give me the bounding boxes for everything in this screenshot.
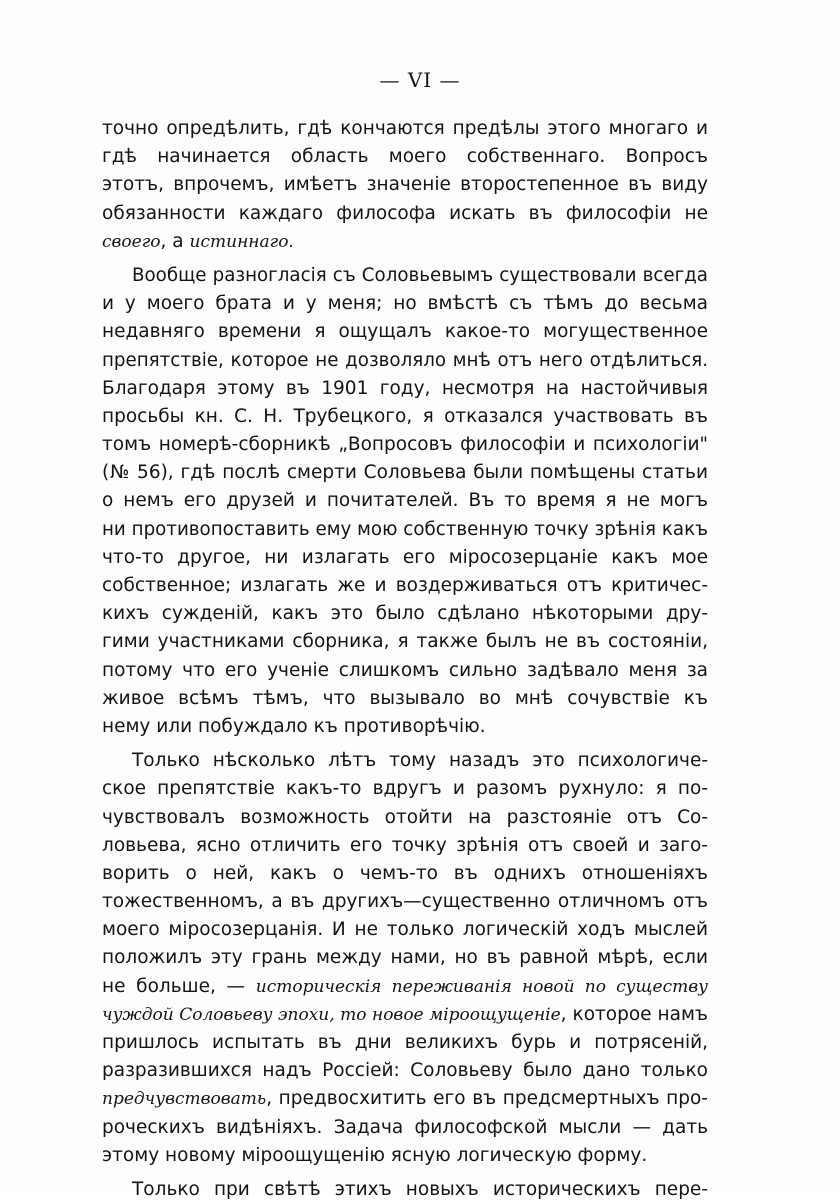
text-run: гими участниками сборника, я также былъ не въ состояніи, [102, 631, 708, 653]
text-line [102, 262, 708, 290]
text-run: о немъ его друзей и почитателей. Въ то время я не могъ [102, 490, 708, 512]
text-run: кихъ сужденій, какъ это было сдѣлано нѣкоторыми дру- [102, 603, 708, 625]
text-line [102, 544, 708, 572]
text-run: обязанности каждаго философа искать въ философіи не [102, 202, 708, 224]
text-line [102, 944, 708, 972]
paragraph [102, 262, 708, 741]
text-line [102, 1057, 708, 1085]
text-run: пришлось испытать въ дни великихъ бурь и потрясеній, [102, 1032, 708, 1053]
text-line [102, 487, 708, 515]
body-text [102, 115, 708, 1204]
text-run: гдѣ начинается область моего собственнаго. Вопросъ [102, 146, 708, 168]
text-run: (№ 56), гдѣ послѣ смерти Соловьева были помѣщены статьи [102, 462, 708, 484]
paragraph [102, 747, 708, 1170]
text-run: живое всѣмъ тѣмъ, что вызывало во мнѣ сочувствіе къ [102, 687, 708, 709]
text-line [102, 516, 708, 544]
text-line [102, 916, 708, 944]
text-line [102, 888, 708, 916]
text-run: тожественномъ, а въ другихъ—существенно отличномъ отъ [102, 891, 708, 913]
text-line [102, 1114, 708, 1142]
text-line [102, 973, 708, 1001]
text-run: точно опредѣлить, гдѣ кончаются предѣлы этого многаго и [102, 118, 708, 139]
text-line [102, 747, 708, 775]
text-line [102, 657, 708, 685]
text-run: Только при свѣтѣ этихъ новыхъ историческихъ пере- [132, 1178, 708, 1200]
text-line [102, 459, 708, 487]
text-line [102, 804, 708, 832]
emphasized-text: истиннаго. [189, 231, 294, 252]
text-line [102, 290, 708, 318]
text-run: потому что его ученіе слишкомъ сильно задѣвало меня за [102, 659, 708, 681]
text-run: этому новому міроощущенію ясную логическую форму. [102, 1144, 648, 1166]
text-line [102, 713, 708, 741]
text-run: томъ номерѣ-сборникѣ „Вопросовъ философіи и психологіи" [102, 434, 708, 456]
text-run: Благодаря этому въ 1901 году, несмотря на настойчивыя [102, 377, 708, 399]
emphasized-text: предчувствовать [102, 1089, 267, 1110]
text-run: чувствовалъ возможность отойти на разстояніе отъ Со- [102, 806, 708, 828]
text-line [102, 860, 708, 888]
text-line [102, 1142, 708, 1170]
text-run: Вообще разногласія съ Соловьевымъ существовали всегда [132, 264, 708, 286]
text-run: Только нѣсколько лѣтъ тому назадъ это психологиче- [132, 750, 708, 772]
text-run: , предвосхитить его въ предсмертныхъ про- [266, 1088, 708, 1110]
text-line [102, 1085, 708, 1113]
text-run: что-то другое, ни излагать его міросозерцаніе какъ мое [102, 546, 708, 568]
text-run: препятствіе, которое не дозволяло мнѣ отъ него отдѣлиться. [102, 349, 708, 371]
text-run: , а [160, 230, 190, 252]
text-run: недавняго времени я ощущалъ какое-то могущественное [102, 321, 708, 343]
text-line [102, 685, 708, 713]
emphasized-text: своего [102, 231, 161, 252]
text-line [102, 572, 708, 600]
emphasized-text: чуждой Соловьеву эпохи, то новое міроощущеніе [102, 1004, 561, 1025]
text-line [102, 1176, 708, 1204]
paragraph [102, 1176, 708, 1204]
text-line [102, 375, 708, 403]
text-line [102, 600, 708, 628]
text-line [102, 171, 708, 199]
text-line [102, 228, 708, 256]
text-line [102, 431, 708, 459]
text-line [102, 628, 708, 656]
text-run: ское препятствіе какъ-то вдругъ и разомъ рухнуло: я по- [102, 778, 708, 800]
text-run: роческихъ видѣніяхъ. Задача философской мысли — дать [102, 1116, 708, 1138]
text-run: нему или побуждало къ противорѣчію. [102, 715, 486, 737]
text-run: ни противопоставить ему мою собственную точку зрѣнія какъ [102, 518, 708, 540]
text-run: и у моего брата и у меня; но вмѣстѣ съ тѣмъ до весьма [102, 293, 708, 315]
text-line [102, 403, 708, 431]
text-line [102, 143, 708, 171]
emphasized-text: историческія переживанія новой по существу [255, 976, 709, 997]
text-run: ворить о ней, какъ о чемъ-то въ однихъ отношеніяхъ [102, 862, 708, 884]
text-line [102, 775, 708, 803]
text-run: , которое намъ [560, 1003, 708, 1025]
text-line [102, 318, 708, 346]
text-run: просьбы кн. С. Н. Трубецкого, я отказался участвовать въ [102, 405, 708, 427]
text-line [102, 1029, 708, 1057]
text-run: положилъ эту грань между нами, но въ равной мѣрѣ, если [102, 947, 708, 969]
page-number: — VI — [379, 68, 461, 92]
text-line [102, 200, 708, 228]
text-line [102, 832, 708, 860]
paragraph [102, 115, 708, 256]
text-line [102, 1001, 708, 1029]
text-run: этотъ, впрочемъ, имѣетъ значеніе второстепенное въ виду [102, 174, 708, 196]
text-run: ловьева, ясно отличить его точку зрѣнія отъ своей и заго- [102, 834, 708, 856]
text-line [102, 347, 708, 375]
text-run: разразившихся надъ Россіей: Соловьеву было дано только [102, 1060, 708, 1082]
text-run: моего міросозерцанія. И не только логическій ходъ мыслей [102, 919, 708, 941]
text-line [102, 115, 708, 143]
text-run: не больше, — [102, 975, 256, 997]
text-run: собственное; излагать же и воздерживаться отъ критичес- [102, 575, 708, 596]
